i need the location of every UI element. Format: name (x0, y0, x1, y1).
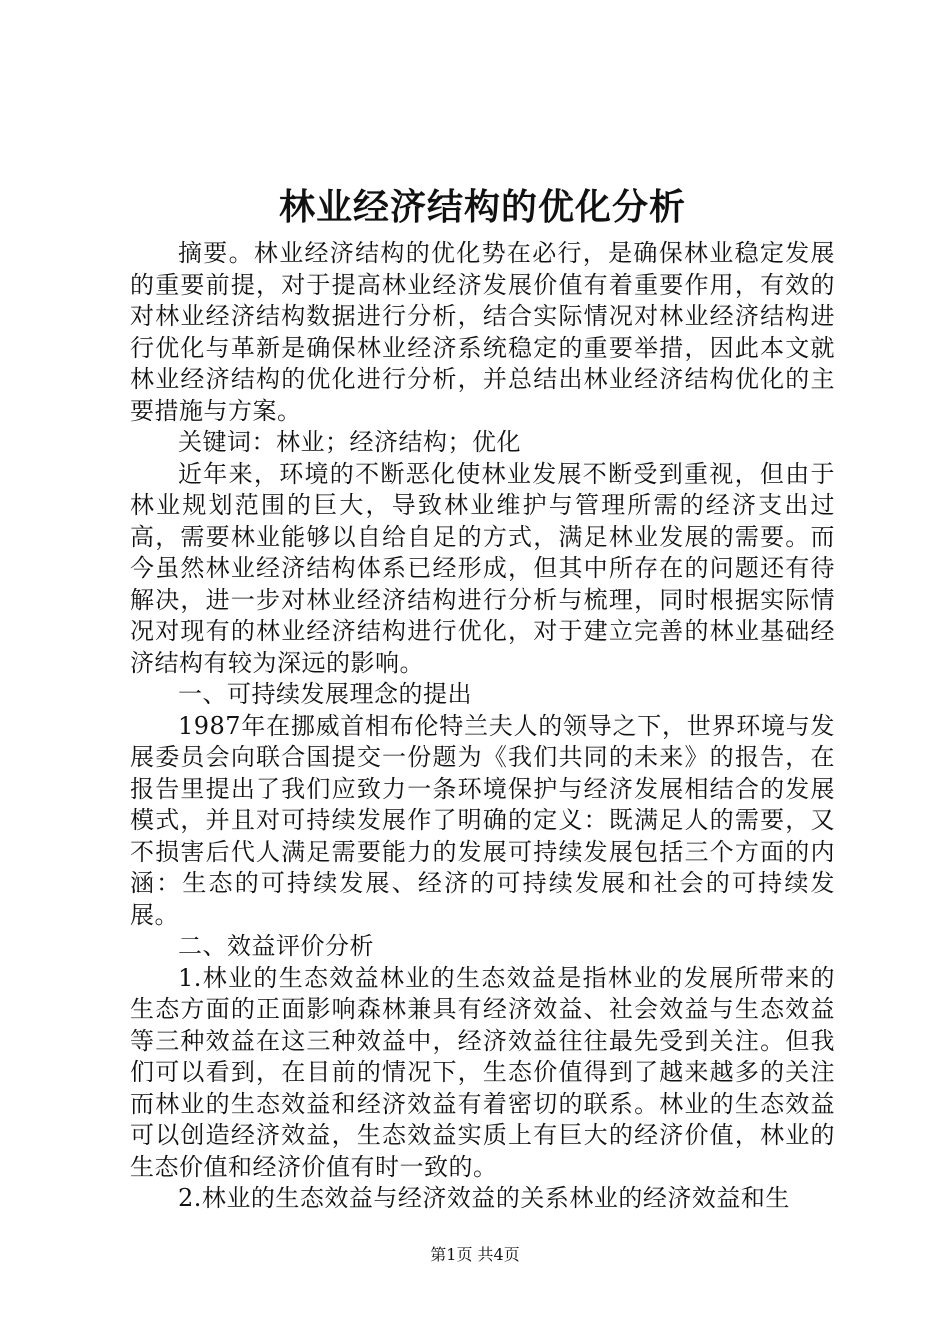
page-footer: 第1页 共4页 (430, 1245, 520, 1264)
keywords-paragraph: 关键词：林业；经济结构；优化 (178, 428, 521, 456)
document-title: 林业经济结构的优化分析 (278, 187, 686, 228)
intro-paragraph: 近年来，环境的不断恶化使林业发展不断受到重视，但由于林业规划范围的巨大，导致林业维护与管理所需的经济支出过高，需要林业能够以自给自足的方式，满足林业发展的需要。而今虽然林业经济结构体系已经形成，但其中所存在的问题还有待解决，进一步对林业经济结构进行分析与梳理，同时根据实际情况对现有的林业经济结构进行优化，对于建立完善的林业基础经济结构有较为深远的影响。 (130, 459, 835, 677)
section-heading-2: 二、效益评价分析 (178, 932, 374, 960)
section-1-paragraph: 1987年在挪威首相布伦特兰夫人的领导之下，世界环境与发展委员会向联合国提交一份题为《我们共同的未来》的报告，在报告里提出了我们应致力一条环境保护与经济发展相结合的发展模式，并且对可持续发展作了明确的定义：既满足人的需要，又不损害后代人满足需要能力的发展可持续发展包括三个方面的内涵：生态的可持续发展、经济的可持续发展和社会的可持续发展。 (130, 711, 835, 929)
document-body (130, 178, 835, 1215)
section-2-paragraph-1: 1.林业的生态效益林业的生态效益是指林业的发展所带来的生态方面的正面影响森林兼具有经济效益、社会效益与生态效益等三种效益在这三种效益中，经济效益往往最先受到关注。但我们可以看到，在目前的情况下，生态价值得到了越来越多的关注而林业的生态效益和经济效益有着密切的联系。林业的生态效益可以创造经济效益，生态效益实质上有巨大的经济价值，林业的生态价值和经济价值有时一致的。 (130, 963, 835, 1181)
section-heading-1: 一、可持续发展理念的提出 (178, 680, 472, 708)
section-2-paragraph-2: 2.林业的生态效益与经济效益的关系林业的经济效益和生 (178, 1184, 790, 1212)
abstract-paragraph: 摘要。林业经济结构的优化势在必行，是确保林业稳定发展的重要前提，对于提高林业经济发展价值有着重要作用，有效的对林业经济结构数据进行分析，结合实际情况对林业经济结构进行优化与革新是确保林业经济系统稳定的重要举措，因此本文就林业经济结构的优化进行分析，并总结出林业经济结构优化的主要措施与方案。 (130, 239, 835, 425)
